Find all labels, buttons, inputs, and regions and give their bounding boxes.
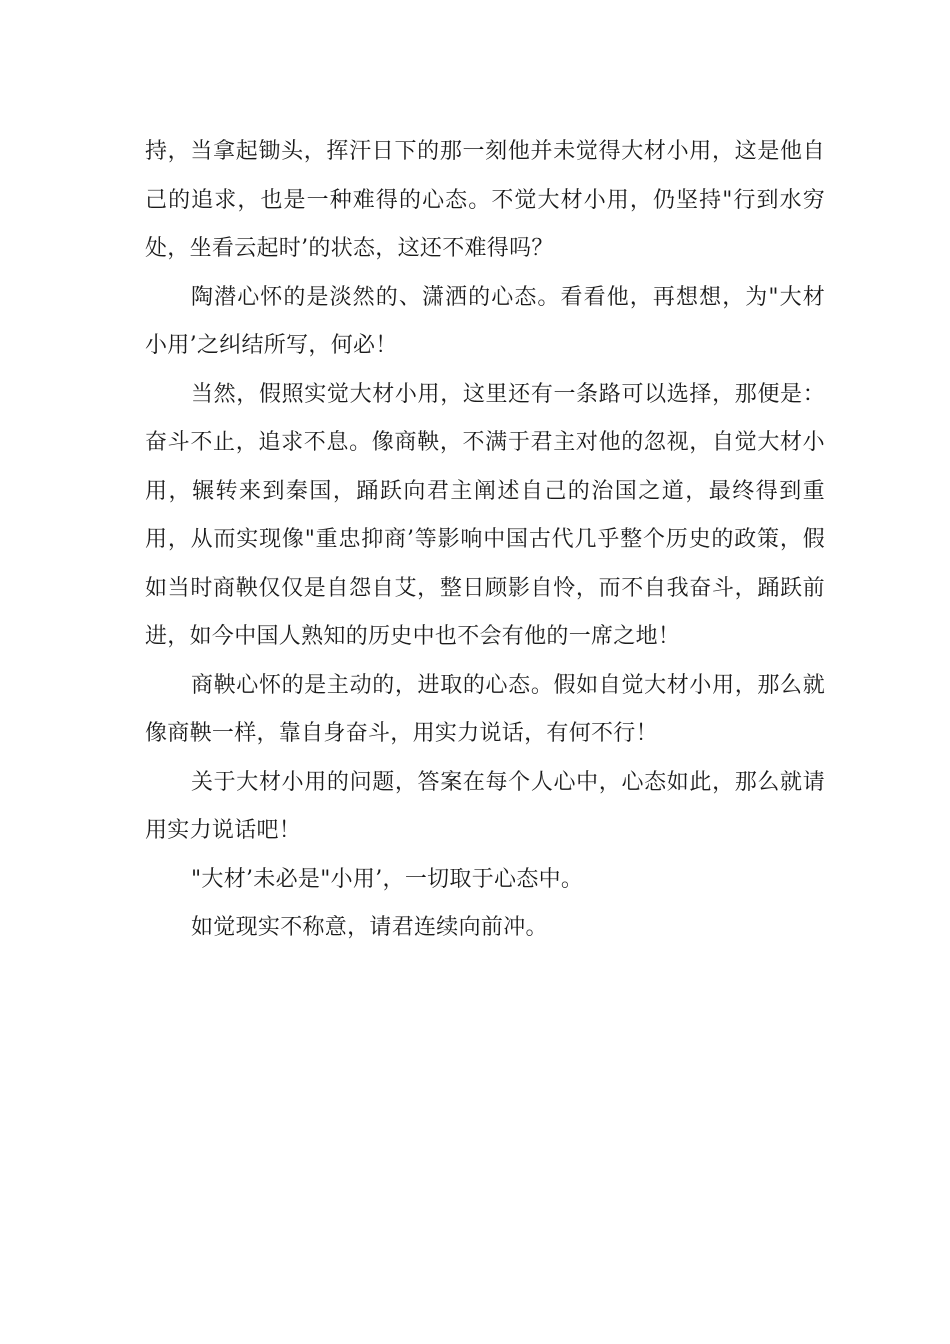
paragraph-3: 当然，假照实觉大材小用，这里还有一条路可以选择，那便是：奋斗不止，追求不息。像商鞅，不满于君主对他的忽视，自觉大材小用，辗转来到秦国，踊跃向君主阐述自己的治国之道，最终得到重用，从而实现像"重忠抑商’等影响中国古代几乎整个历史的政策，假如当时商鞅仅仅是自怨自艾，整日顾影自怜，而不自我奋斗，踊跃前进，如今中国人熟知的历史中也不会有他的一席之地！: [145, 381, 825, 649]
paragraph-6: "大材’未必是"小用’，一切取于心态中。: [191, 866, 584, 892]
document-body: [145, 128, 825, 953]
paragraph-7: 如觉现实不称意，请君连续向前冲。: [191, 915, 548, 940]
paragraph-4: 商鞅心怀的是主动的，进取的心态。假如自觉大材小用，那么就像商鞅一样，靠自身奋斗，用实力说话，有何不行！: [145, 672, 825, 746]
paragraph-2: 陶潜心怀的是淡然的、潇洒的心态。看看他，再想想，为"大材小用’之纠结所写，何必！: [145, 284, 825, 358]
paragraph-1: 持，当拿起锄头，挥汗日下的那一刻他并未觉得大材小用，这是他自己的追求，也是一种难得的心态。不觉大材小用，仍坚持"行到水穷处，坐看云起时’的状态，这还不难得吗？: [145, 139, 825, 261]
paragraph-5: 关于大材小用的问题，答案在每个人心中，心态如此，那么就请用实力说话吧！: [145, 769, 825, 843]
